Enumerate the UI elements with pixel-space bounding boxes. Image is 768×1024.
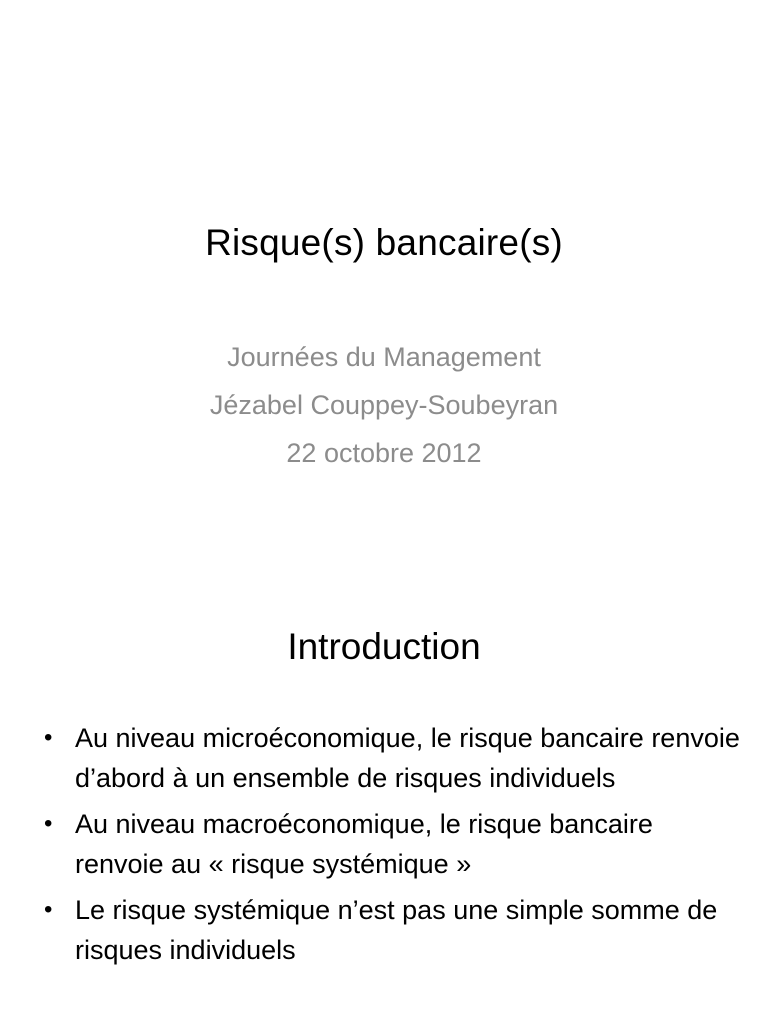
bullet-icon: • [44, 724, 53, 751]
presentation-date: 22 octobre 2012 [286, 438, 482, 468]
slide-title: Risque(s) bancaire(s) [205, 222, 563, 263]
slide-title: Introduction [287, 626, 481, 667]
list-item [44, 890, 744, 970]
introduction-slide [0, 576, 768, 1024]
list-item [44, 804, 744, 884]
bullet-text: Le risque systémique n’est pas une simple somme de risques individuels [75, 895, 718, 965]
list-item [44, 718, 744, 798]
bullet-icon: • [44, 896, 53, 923]
bullet-list [44, 718, 744, 976]
bullet-text: Au niveau microéconomique, le risque bancaire renvoie d’abord à un ensemble de risques individuels [75, 723, 740, 793]
bullet-text: Au niveau macroéconomique, le risque bancaire renvoie au « risque systémique » [75, 809, 653, 879]
slide-subtitle [0, 333, 768, 477]
bullet-icon: • [44, 810, 53, 837]
event-name: Journées du Management [227, 342, 541, 372]
author-name: Jézabel Couppey-Soubeyran [209, 390, 559, 420]
